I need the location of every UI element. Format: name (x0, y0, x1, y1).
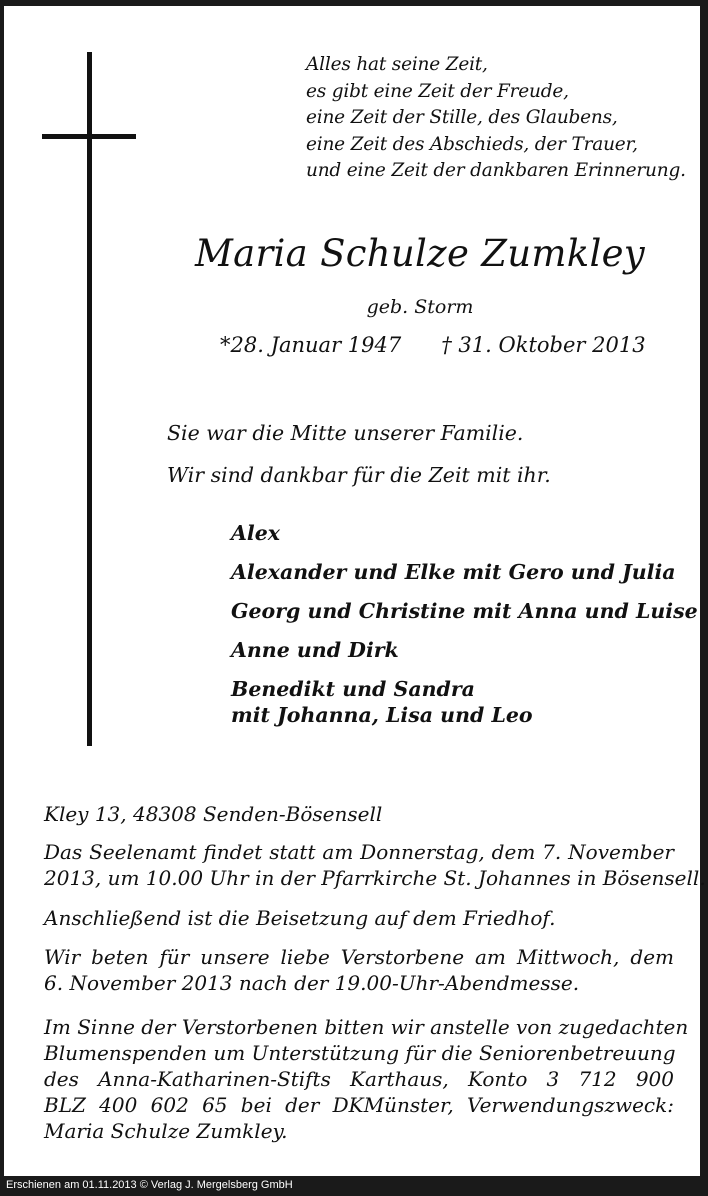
family-member: Anne und Dirk (231, 638, 399, 662)
paragraph-line: 2013, um 10.00 Uhr in der Pfarrkirche St. Johannes in Bösensell. (44, 866, 706, 890)
paragraph-line: BLZ 400 602 65 bei der DKMünster, Verwendungszweck: (44, 1093, 674, 1117)
paragraph-line: Das Seelenamt findet statt am Donnerstag, dem 7. November (44, 840, 674, 864)
family-member: Georg und Christine mit Anna und Luise (231, 599, 698, 623)
footer-text: Erschienen am 01.11.2013 © Verlag J. Mergelsberg GmbH (6, 1179, 293, 1191)
tribute-line: Wir sind dankbar für die Zeit mit ihr. (167, 463, 551, 487)
family-member: mit Johanna, Lisa und Leo (231, 703, 533, 727)
publication-footer (0, 1176, 708, 1196)
paragraph-line: Wir beten für unsere liebe Verstorbene am Mittwoch, dem (44, 945, 674, 969)
poem-line: eine Zeit des Abschieds, der Trauer, (306, 133, 638, 155)
poem-line: und eine Zeit der dankbaren Erinnerung. (306, 160, 686, 181)
paragraph-line: Maria Schulze Zumkley. (44, 1119, 288, 1143)
cross-icon-horizontal (42, 134, 136, 139)
address-line: Kley 13, 48308 Senden-Bösensell (44, 802, 383, 826)
death-date: † 31. Oktober 2013 (441, 333, 646, 357)
paragraph-line: Anschließend ist die Beisetzung auf dem Friedhof. (44, 906, 556, 930)
deceased-name: Maria Schulze Zumkley (195, 232, 645, 275)
family-member: Benedikt und Sandra (231, 677, 475, 701)
service-paragraph (44, 839, 706, 891)
paragraph-line: Blumenspenden um Unterstützung für die Seniorenbetreuung (44, 1041, 676, 1065)
paragraph-line: 6. November 2013 nach der 19.00-Uhr-Abendmesse. (44, 971, 580, 995)
family-member: Alex (231, 521, 280, 545)
prayer-paragraph (44, 944, 674, 996)
poem (306, 52, 686, 185)
poem-line: es gibt eine Zeit der Freude, (306, 80, 569, 102)
poem-line: eine Zeit der Stille, des Glaubens, (306, 107, 618, 128)
cross-icon-vertical (87, 52, 92, 746)
donation-paragraph (44, 1014, 689, 1144)
family-list (231, 520, 698, 728)
burial-paragraph (44, 905, 674, 931)
life-dates (220, 333, 646, 357)
paragraph-line: Im Sinne der Verstorbenen bitten wir anstelle von zugedachten (44, 1015, 689, 1039)
family-member: Alexander und Elke mit Gero und Julia (231, 560, 676, 584)
address (44, 801, 674, 827)
tribute (167, 412, 551, 496)
paragraph-line: des Anna-Katharinen-Stifts Karthaus, Konto 3 712 900 (44, 1067, 674, 1091)
maiden-name: geb. Storm (366, 296, 474, 318)
poem-line: Alles hat seine Zeit, (306, 54, 488, 75)
birth-date: *28. Januar 1947 (220, 333, 402, 357)
tribute-line: Sie war die Mitte unserer Familie. (167, 421, 524, 445)
